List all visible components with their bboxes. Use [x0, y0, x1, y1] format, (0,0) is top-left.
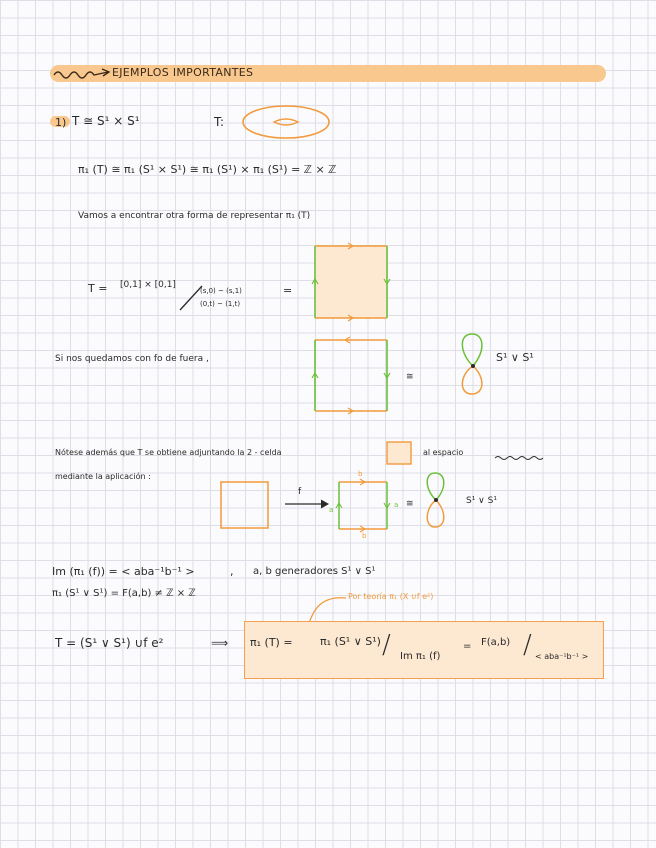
quotient-relation-1: (s,0) ~ (s,1) [200, 287, 242, 295]
attaching-square-diagram [336, 479, 392, 535]
attach-sentence-end: al espacio [423, 448, 464, 457]
homotopy-equivalent-sign-2: ≅ [406, 499, 414, 509]
attach-sentence-line2: mediante la aplicación : [55, 472, 151, 481]
quotient-numerator-2: F(a,b) [481, 637, 511, 648]
quotient-lhs: T = [88, 282, 108, 295]
quotient-slash-1: / [382, 630, 391, 660]
edge-label-b-bottom: b [362, 532, 367, 540]
torus-drawing [238, 102, 338, 142]
image-equation: Im (π₁ (f)) = < aba⁻¹b⁻¹ > [52, 565, 195, 578]
wedge-of-circles-diagram [454, 330, 494, 400]
two-cell-square-icon [385, 440, 413, 466]
quotient-numerator-1: π₁ (S¹ ∨ S¹) [320, 635, 381, 648]
quotient-denominator-2: < aba⁻¹b⁻¹ > [535, 652, 589, 661]
edge-label-a-right: a [394, 501, 399, 509]
map-arrow-icon [283, 499, 333, 509]
remove-face-sentence: Si nos quedamos con fo de fuera , [55, 354, 209, 364]
fundamental-group-equation: π₁ (T) ≅ π₁ (S¹ × S¹) ≅ π₁ (S¹) × π₁ (S¹) = ℤ × ℤ [78, 163, 337, 176]
intro-sentence: Vamos a encontrar otra forma de representar π₁ (T) [78, 211, 311, 221]
wedge-label: S¹ ∨ S¹ [496, 351, 534, 364]
torus-label: T: [214, 115, 225, 129]
quotient-equals: = [283, 284, 293, 297]
wedge-of-circles-diagram-2 [419, 470, 455, 532]
section-title: EJEMPLOS IMPORTANTES [112, 66, 254, 79]
attach-sentence-start: Nótese además que T se obtiene adjuntando la 2 - celda [55, 448, 282, 457]
homotopy-equivalent-sign: ≅ [406, 372, 414, 382]
squiggle-arrow-icon [52, 67, 112, 81]
result-highlight-box [244, 621, 604, 679]
map-label: f [298, 487, 302, 497]
square-boundary-diagram [312, 336, 392, 416]
squiggle-underline [494, 454, 544, 462]
torus-square-diagram [312, 242, 392, 322]
torus-cw-decomposition: T = (S¹ ∨ S¹) ∪f e² [55, 636, 164, 650]
edge-label-b-top: b [358, 470, 363, 478]
torus-statement: T ≅ S¹ × S¹ [72, 114, 140, 128]
wedge-label-2: S¹ ∨ S¹ [466, 496, 497, 506]
edge-label-a-left: a [329, 506, 334, 514]
quotient-relation-2: (0,t) ~ (1,t) [200, 300, 241, 308]
free-group-equation: π₁ (S¹ ∨ S¹) = F(a,b) ≠ ℤ × ℤ [52, 588, 196, 599]
quotient-denominator-1: Im π₁ (f) [400, 651, 441, 662]
generators-text: a, b generadores S¹ ∨ S¹ [253, 566, 376, 577]
implies-symbol: ⟹ [211, 636, 229, 650]
quotient-space: [0,1] × [0,1] [120, 280, 176, 290]
pi-one-torus: π₁ (T) = [250, 636, 293, 649]
image-comma: , [230, 565, 234, 578]
two-cell-domain-square [219, 479, 271, 531]
item-number: 1) [55, 116, 67, 129]
theory-note: Por teoría π₁ (X ∪f e²) [348, 592, 434, 601]
equals-sign: = [463, 641, 472, 652]
quotient-slash-2: / [523, 630, 532, 660]
